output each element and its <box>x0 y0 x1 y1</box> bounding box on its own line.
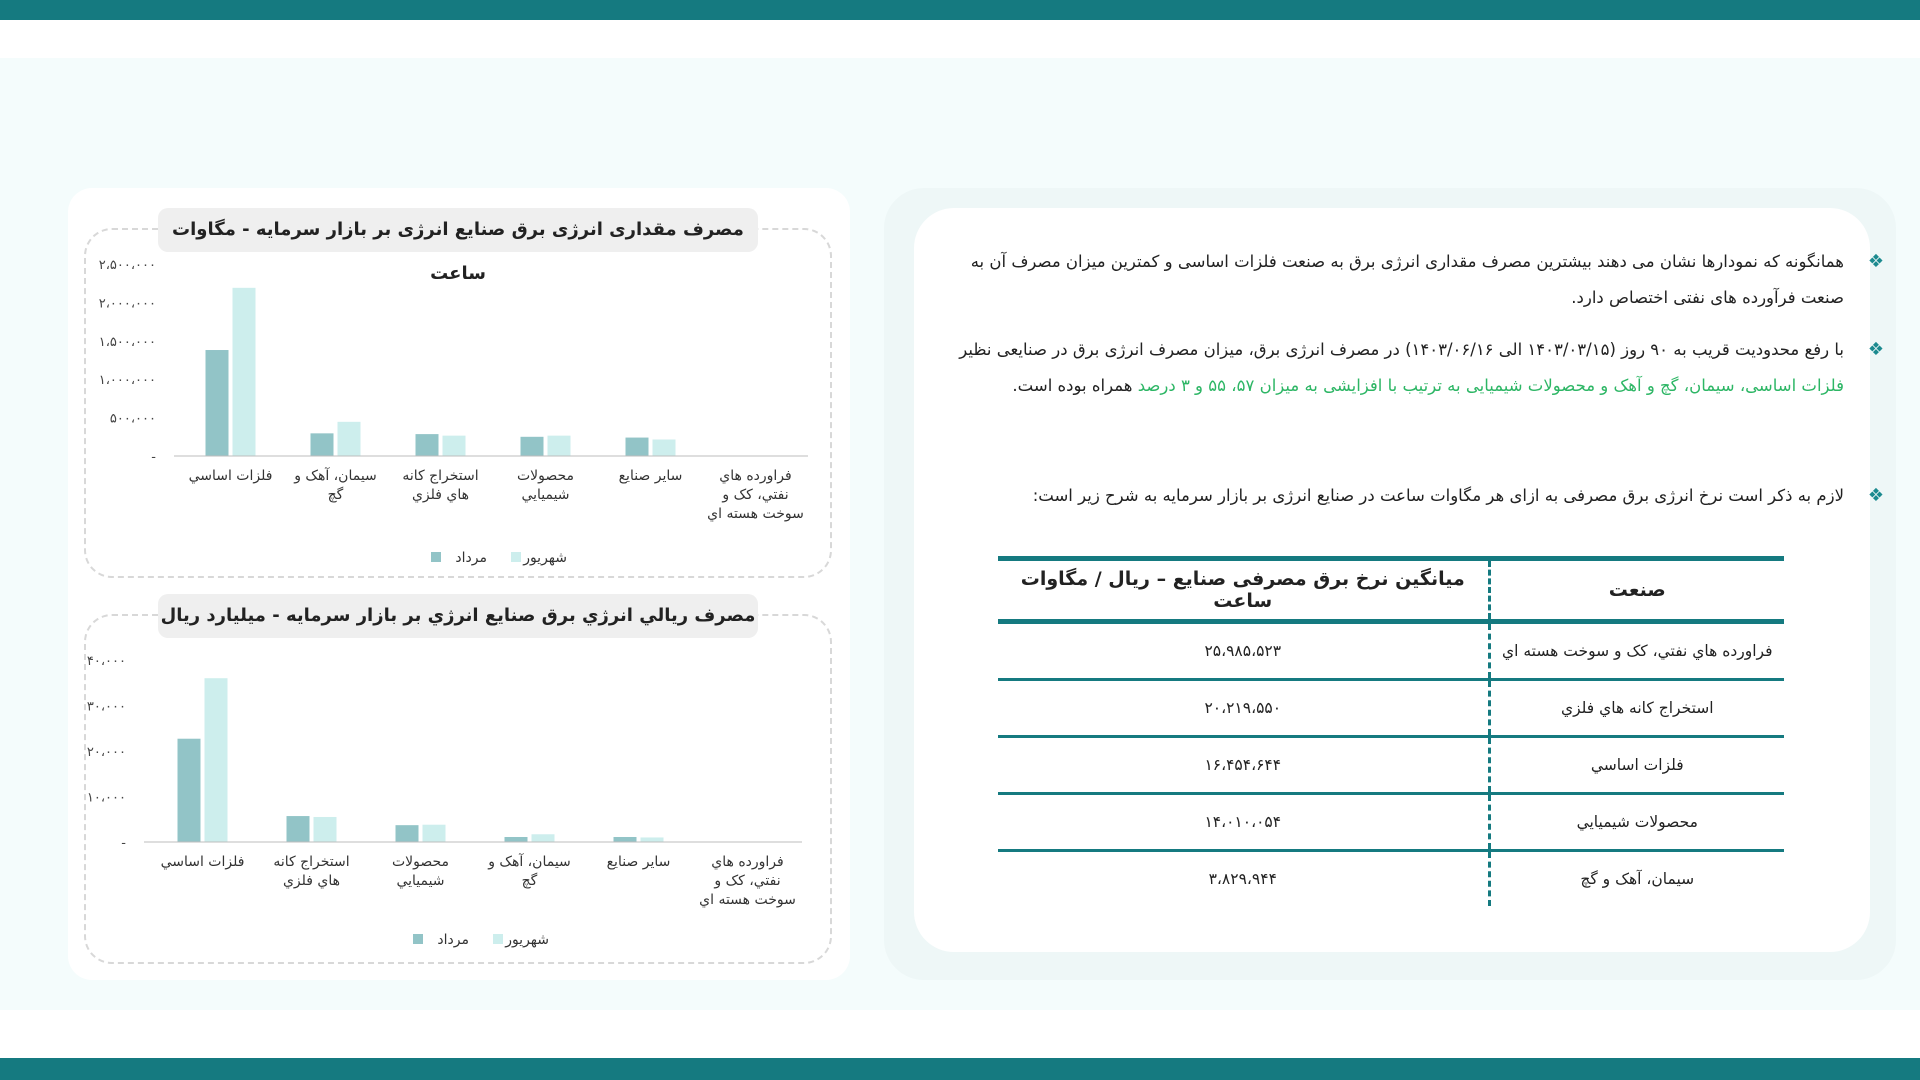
legend-label: شهريور <box>523 550 567 566</box>
x-category-label: استخراج کانه هاي فلزي <box>273 854 350 889</box>
legend-label: شهريور <box>505 932 549 948</box>
bar-mordad <box>614 837 637 842</box>
x-category-label: فراورده هاي نفتي، کک و سوخت هسته اي <box>707 468 804 522</box>
legend-swatch-mordad <box>413 934 423 944</box>
bar-shahrivar <box>205 678 228 842</box>
y-tick-label: ۱،۰۰۰،۰۰۰ <box>98 373 156 389</box>
legend-swatch-shahrivar <box>493 934 503 944</box>
rial-chart-title: مصرف ريالي انرژي برق صنايع انرژي بر بازار سرمايه - ميليارد ريال <box>158 594 758 638</box>
y-tick-label: ۳۰،۰۰۰ <box>86 699 126 715</box>
cell-rate: ۱۴،۰۱۰،۰۵۴ <box>998 794 1489 851</box>
x-category-label: فلزات اساسي <box>188 468 273 484</box>
bullet-restriction-removal <box>954 332 1884 404</box>
bar-shahrivar <box>548 436 571 456</box>
bar-mordad <box>521 437 544 456</box>
bar-mordad <box>626 438 649 456</box>
diamond-bullet-icon: ❖ <box>1867 485 1884 506</box>
y-tick-label: ۲،۰۰۰،۰۰۰ <box>98 296 156 312</box>
bar-mordad <box>416 434 439 456</box>
x-category-label: محصولات شيميايي <box>391 854 450 889</box>
bullet-text: همانگونه که نمودارها نشان می دهند بیشترین مصرف مقداری انرژی برق به صنعت فلزات اساسی و کمترین میزان مصرف آن به صنعت فرآورده های نفتی اختصاص دارد. <box>970 252 1844 307</box>
cell-rate: ۱۶،۴۵۴،۶۴۴ <box>998 737 1489 794</box>
y-tick-label: ۲۰،۰۰۰ <box>86 745 126 760</box>
table-row <box>998 794 1784 851</box>
bullet-text: همراه بوده است. <box>1012 376 1138 395</box>
x-category-label: استخراج کانه هاي فلزي <box>402 468 479 503</box>
cell-industry: فراورده هاي نفتي، کک و سوخت هسته اي <box>1489 622 1784 680</box>
diamond-bullet-icon: ❖ <box>1867 339 1884 360</box>
bottom-accent-bar <box>0 1058 1920 1080</box>
bar-shahrivar <box>233 288 256 456</box>
bullet-text: لازم به ذکر است نرخ انرژی برق مصرفی به ازای هر مگاوات ساعت در صنایع انرژی بر بازار سرمایه به شرح زیر است: <box>1032 486 1844 505</box>
legend-swatch-mordad <box>431 552 441 562</box>
bar-mordad <box>178 739 201 842</box>
bar-mordad <box>287 816 310 842</box>
legend-swatch-shahrivar <box>511 552 521 562</box>
diamond-bullet-icon: ❖ <box>1867 251 1884 272</box>
bar-shahrivar <box>443 436 466 456</box>
y-tick-label: ۱۰،۰۰۰ <box>86 790 126 806</box>
top-accent-bar <box>0 0 1920 20</box>
x-category-label: فلزات اساسي <box>160 854 245 870</box>
y-tick-label: ۱،۵۰۰،۰۰۰ <box>98 334 156 350</box>
y-tick-label: - <box>151 450 156 465</box>
bullet-highlight-text: فلزات اساسی، سیمان، گچ و آهک و محصولات شیمیایی به ترتیب با افزایشی به میزان ۵۷، ۵۵ و ۳ درصد <box>1137 376 1844 395</box>
x-category-label: ساير صنايع <box>606 854 671 870</box>
bullet-rate-intro <box>954 478 1884 514</box>
legend-label: مرداد <box>455 550 487 566</box>
bar-mordad <box>206 350 229 456</box>
header-rate: میانگین نرخ برق مصرفی صنایع – ریال / مگاوات ساعت <box>998 559 1489 622</box>
cell-industry: سيمان، آهک و گچ <box>1489 851 1784 907</box>
header-industry: صنعت <box>1489 559 1784 622</box>
cell-industry: محصولات شيميايي <box>1489 794 1784 851</box>
table-row <box>998 737 1784 794</box>
cell-rate: ۲۰،۲۱۹،۵۵۰ <box>998 680 1489 737</box>
table-row <box>998 622 1784 680</box>
cell-industry: استخراج کانه هاي فلزي <box>1489 680 1784 737</box>
bullet-text: با رفع محدودیت قریب به ۹۰ روز (۱۴۰۳/۰۳/۱۵ الی ۱۴۰۳/۰۶/۱۶) در مصرف انرژی برق، میزان مصرف انرژی برق در صنایعی نظیر <box>959 340 1844 359</box>
cell-rate: ۳،۸۲۹،۹۴۴ <box>1208 870 1277 888</box>
bar-mordad <box>311 433 334 456</box>
table-row <box>998 680 1784 737</box>
bullet-consumption-summary <box>954 244 1884 316</box>
y-tick-label: ۵۰۰،۰۰۰ <box>109 411 156 427</box>
x-category-label: محصولات شيميايي <box>516 468 575 503</box>
x-category-label: ساير صنايع <box>618 468 683 484</box>
y-tick-label: ۴۰،۰۰۰ <box>86 654 126 669</box>
x-category-label: سيمان، آهک و گچ <box>488 854 571 889</box>
bar-shahrivar <box>314 817 337 842</box>
bar-shahrivar <box>641 837 664 842</box>
bar-shahrivar <box>338 422 361 456</box>
y-tick-label: ۲،۵۰۰،۰۰۰ <box>98 258 156 273</box>
electricity-rate-table <box>998 556 1784 906</box>
x-category-label: سيمان، آهک و گچ <box>294 468 377 503</box>
quantity-bar-chart <box>90 250 830 570</box>
quantity-chart-title: مصرف مقداری انرژی برق صنایع انرژی بر بازار سرمایه - مگاوات ساعت <box>158 208 758 252</box>
bar-shahrivar <box>423 825 446 842</box>
cell-rate: ۲۵،۹۸۵،۵۲۳ <box>998 622 1489 680</box>
table-row <box>998 851 1784 907</box>
bar-shahrivar <box>653 439 676 456</box>
bar-mordad <box>505 837 528 842</box>
rial-bar-chart <box>86 636 830 956</box>
bar-shahrivar <box>532 834 555 842</box>
cell-industry: فلزات اساسي <box>1489 737 1784 794</box>
bar-mordad <box>396 825 419 842</box>
table-header-row <box>998 559 1784 622</box>
y-tick-label: - <box>121 836 126 851</box>
x-category-label: فراورده هاي نفتي، کک و سوخت هسته اي <box>699 854 796 908</box>
legend-label: مرداد <box>437 932 469 948</box>
